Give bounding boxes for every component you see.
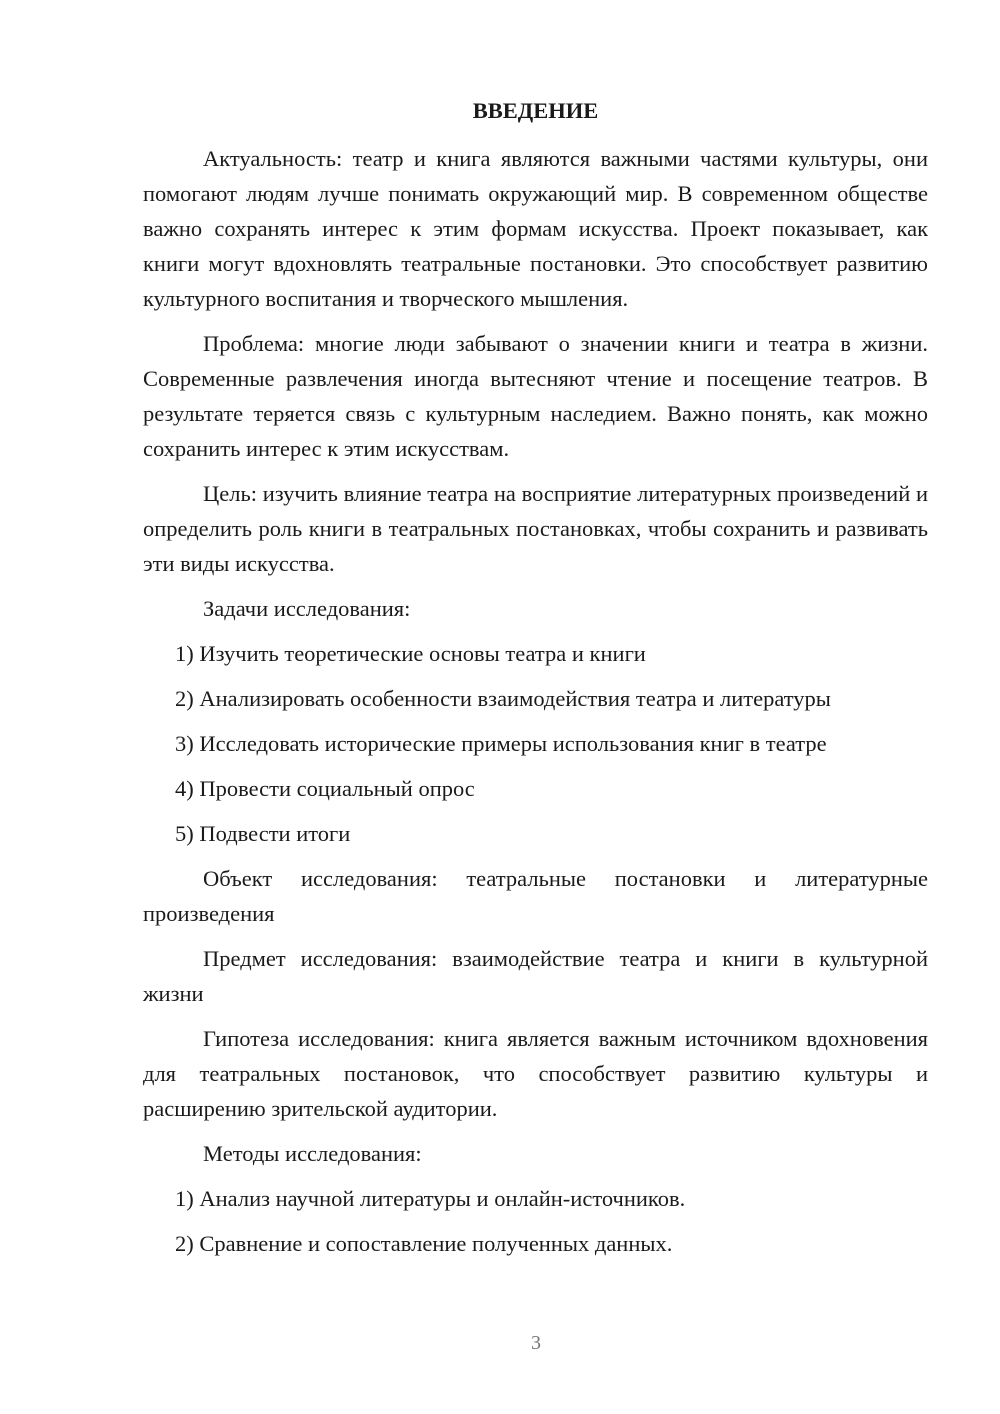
subject-paragraph: Предмет исследования: взаимодействие театра и книги в культурной жизни (143, 946, 928, 1006)
page-content (143, 96, 928, 1271)
hypothesis-paragraph: Гипотеза исследования: книга является важным источником вдохновения для театральных постановок, что способствует развитию культуры и расширению зрительской аудитории. (143, 1026, 928, 1121)
list-item: 5) Подвести итоги (175, 821, 351, 846)
tasks-list (143, 636, 928, 851)
methods-list (143, 1181, 928, 1261)
relevance-paragraph: Актуальность: театр и книга являются важными частями культуры, они помогают людям лучше понимать окружающий мир. В современном обществе важно сохранять интерес к этим формам искусства. Проект показывает, как книги могут вдохновлять театральные постановки. Это способствует развитию культурного воспитания и творческого мышления. (143, 146, 928, 311)
list-item: 2) Сравнение и сопоставление полученных данных. (175, 1231, 673, 1256)
page-title: ВВЕДЕНИЕ (472, 98, 599, 123)
page-number: 3 (531, 1332, 541, 1354)
list-item: 4) Провести социальный опрос (175, 776, 475, 801)
methods-heading: Методы исследования: (203, 1141, 422, 1166)
list-item: 3) Исследовать исторические примеры использования книг в театре (175, 731, 827, 756)
list-item: 1) Изучить теоретические основы театра и книги (175, 641, 646, 666)
goal-paragraph: Цель: изучить влияние театра на восприятие литературных произведений и определить роль книги в театральных постановках, чтобы сохранить и развивать эти виды искусства. (143, 481, 928, 576)
list-item: 1) Анализ научной литературы и онлайн-источников. (175, 1186, 686, 1211)
list-item: 2) Анализировать особенности взаимодействия театра и литературы (175, 686, 831, 711)
tasks-heading: Задачи исследования: (203, 596, 411, 621)
object-paragraph: Объект исследования: театральные постановки и литературные произведения (143, 866, 928, 926)
problem-paragraph: Проблема: многие люди забывают о значении книги и театра в жизни. Современные развлечения иногда вытесняют чтение и посещение театров. В результате теряется связь с культурным наследием. Важно понять, как можно сохранить интерес к этим искусствам. (143, 331, 928, 461)
